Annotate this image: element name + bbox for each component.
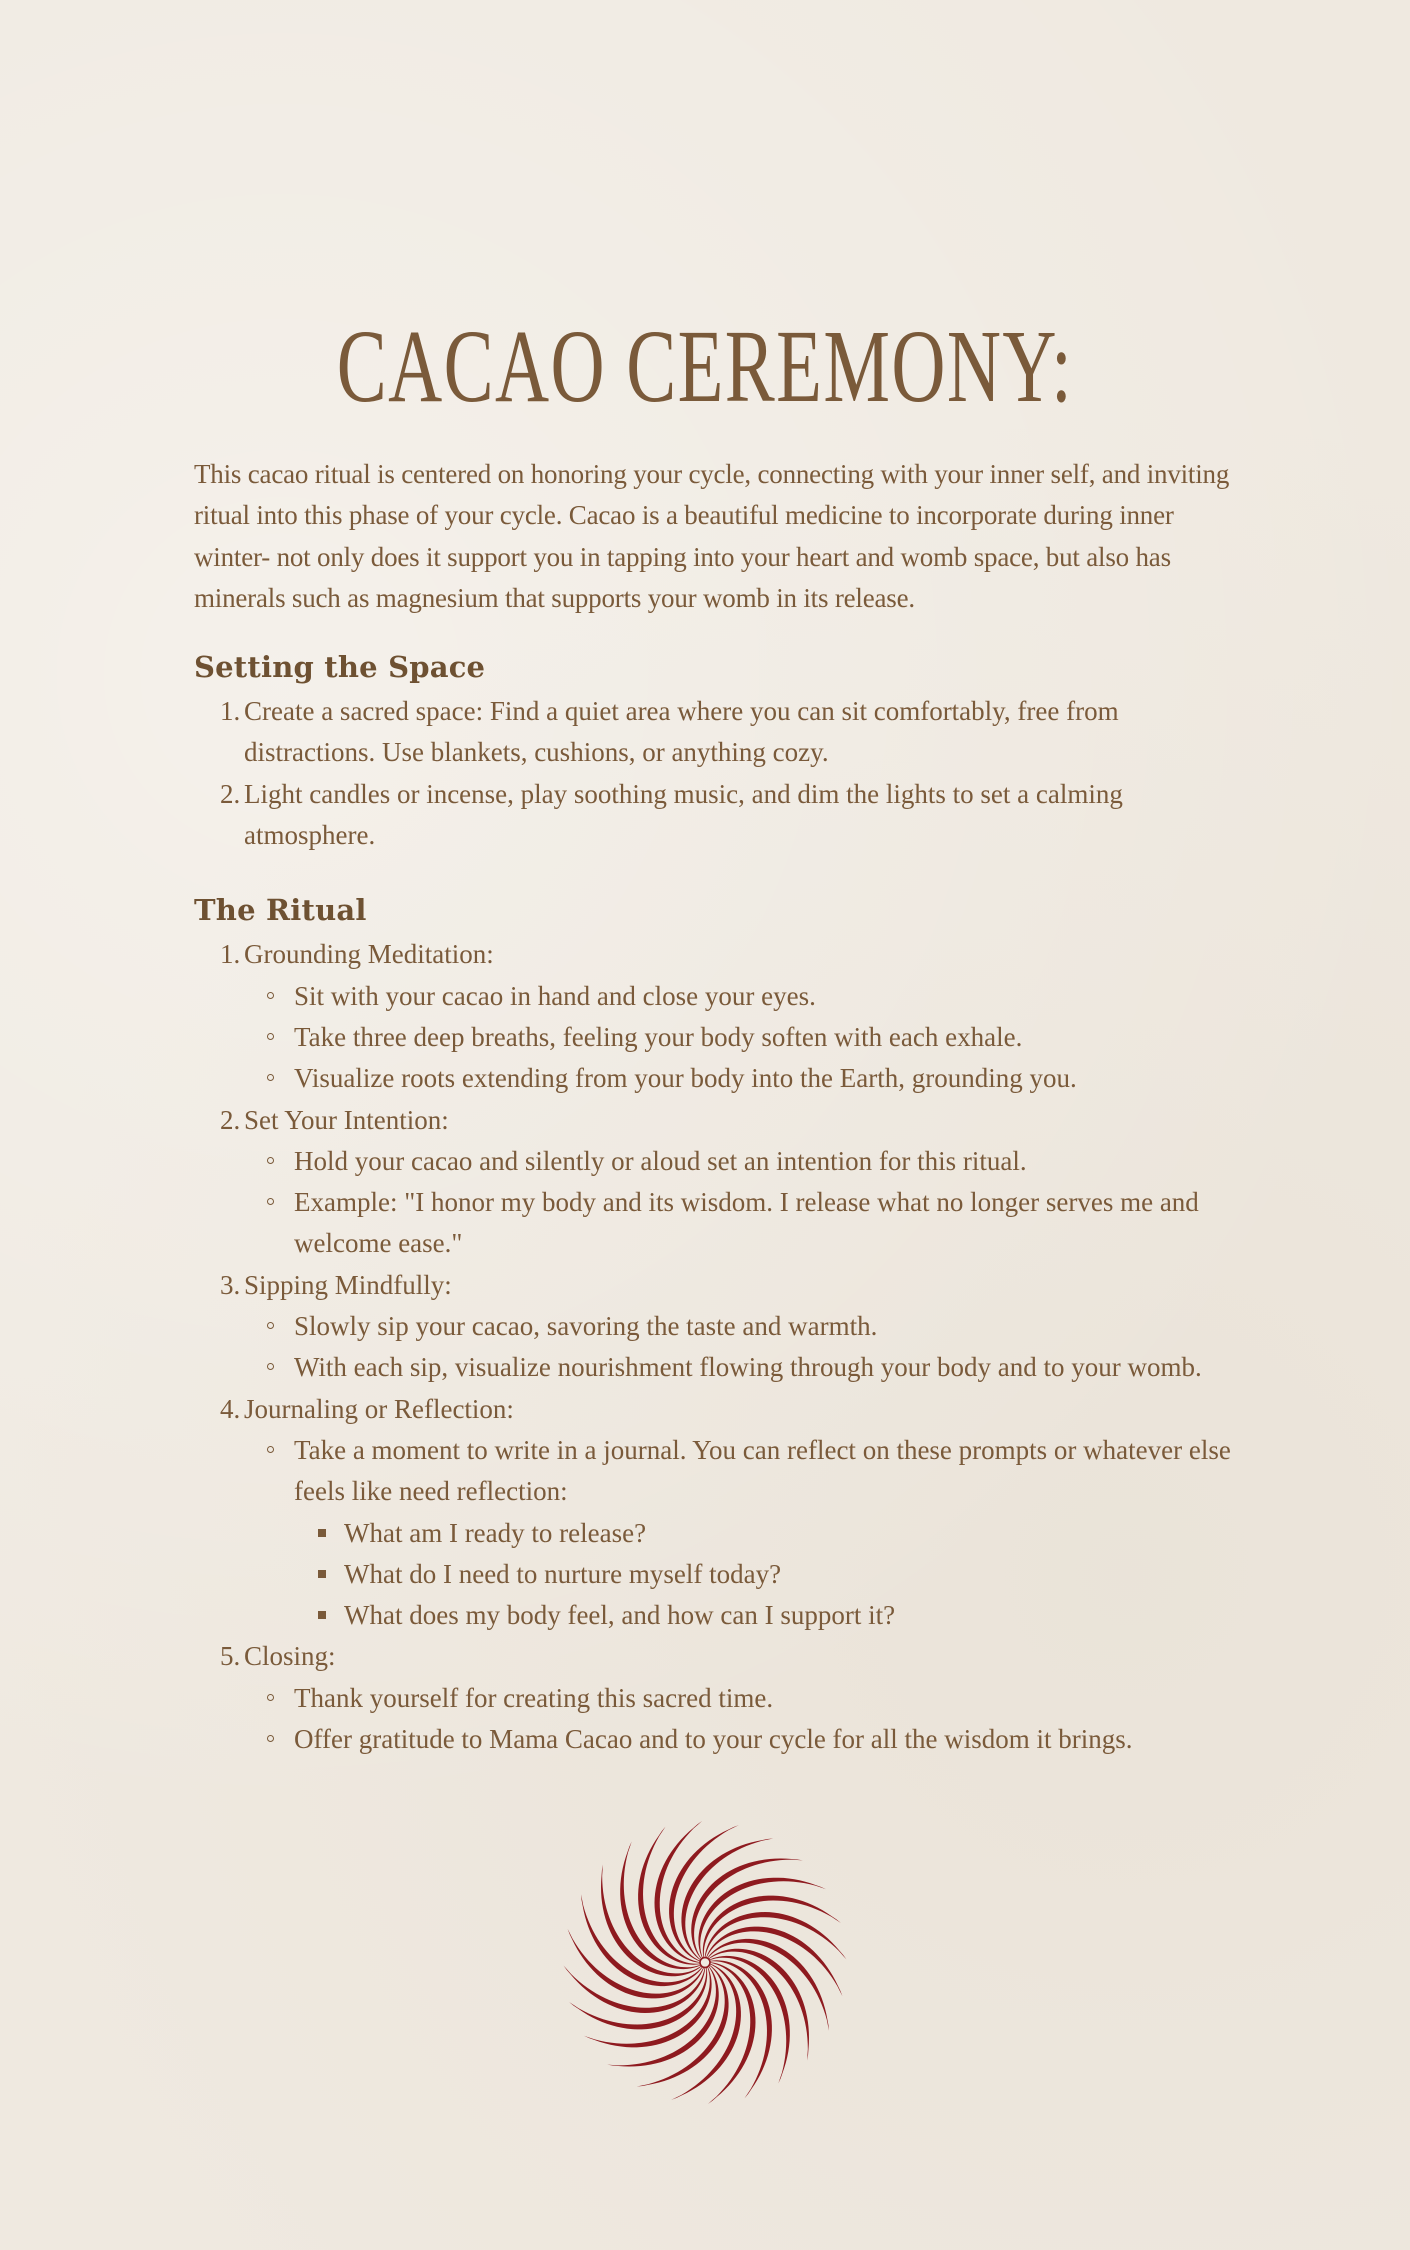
prompt-text: What am I ready to release? (344, 1517, 647, 1548)
intro-paragraph: This cacao ritual is centered on honoring your cycle, connecting with your inner self, and inviting ritual into this phase of your cycle. Cacao is a beautiful medicine to incorporate during inner winter- not only does it support you in tapping into your heart and womb space, but also has minerals such as magnesium that supports your womb in its release. (194, 459, 1230, 613)
list-item (244, 1058, 1244, 1099)
list-item (244, 1347, 1244, 1388)
step-title: Grounding Meditation: (244, 939, 494, 970)
spiral-arm (607, 1966, 719, 2067)
ritual-steps-list (194, 934, 1244, 1760)
list-number: 5. (220, 1641, 241, 1672)
list-number: 2. (220, 1104, 241, 1135)
spiral-arm (691, 1859, 803, 1960)
list-item (194, 691, 1244, 774)
list-item (244, 1306, 1244, 1347)
step-title: Closing: (244, 1641, 336, 1672)
bullet-text: Thank yourself for creating this sacred time. (294, 1682, 774, 1713)
prompt-text: What does my body feel, and how can I support it? (344, 1600, 896, 1631)
list-item (244, 1719, 1244, 1760)
hollow-circle-bullet-icon (267, 1198, 274, 1205)
spiral-arm (708, 1949, 809, 2061)
document-body (194, 454, 1244, 1760)
bullet-text: Visualize roots extending from your body into the Earth, grounding you. (294, 1063, 1077, 1094)
hollow-circle-bullet-icon (267, 1735, 274, 1742)
step-bullets (244, 1141, 1244, 1265)
step-bullets (244, 1306, 1244, 1389)
list-number: 4. (220, 1393, 241, 1424)
ritual-step-journaling-or-reflection (194, 1389, 1244, 1637)
spiral-graphic (555, 1815, 855, 2110)
bullet-text: With each sip, visualize nourishment flowing through your body and to your womb. (294, 1352, 1202, 1383)
spiral-arm (601, 1865, 702, 1977)
list-item (244, 1141, 1244, 1182)
list-item (244, 1182, 1244, 1265)
ritual-step-closing (194, 1636, 1244, 1760)
hollow-circle-bullet-icon (267, 1074, 274, 1081)
journal-prompt (294, 1595, 1244, 1636)
list-item (244, 1017, 1244, 1058)
bullet-text: Hold your cacao and silently or aloud set an intention for this ritual. (294, 1145, 1027, 1176)
list-item-text: Create a sacred space: Find a quiet area where you can sit comfortably, free from distractions. Use blankets, cushions, or anything cozy. (244, 696, 1119, 768)
list-item (244, 1430, 1244, 1636)
section-heading-setting-the-space: Setting the Space (194, 650, 486, 685)
hollow-circle-bullet-icon (267, 1363, 274, 1370)
hollow-circle-bullet-icon (267, 1694, 274, 1701)
hollow-circle-bullet-icon (267, 992, 274, 999)
spiral-icon (555, 1815, 855, 2110)
prompt-text: What do I need to nurture myself today? (344, 1558, 782, 1589)
list-number: 3. (220, 1269, 241, 1300)
square-bullet-icon (318, 1570, 326, 1578)
setting-the-space-list (194, 691, 1244, 856)
bullet-text: Slowly sip your cacao, savoring the taste and warmth. (294, 1311, 878, 1342)
spiral-center-ring (700, 1958, 710, 1968)
bullet-text: Sit with your cacao in hand and close your eyes. (294, 980, 816, 1011)
square-bullet-icon (318, 1529, 326, 1537)
page-title: CACAO CEREMONY: (336, 309, 1074, 424)
hollow-circle-bullet-icon (267, 1322, 274, 1329)
list-item (244, 1678, 1244, 1719)
list-item (244, 976, 1244, 1017)
journal-prompt (294, 1554, 1244, 1595)
step-bullets (244, 976, 1244, 1100)
ritual-step-sipping-mindfully (194, 1265, 1244, 1389)
list-item (194, 774, 1244, 857)
journal-prompts-list (294, 1513, 1244, 1637)
list-number: 2. (220, 778, 241, 809)
hollow-circle-bullet-icon (267, 1446, 274, 1453)
list-number: 1. (220, 696, 241, 727)
step-title: Sipping Mindfully: (244, 1269, 452, 1300)
bullet-text: Offer gratitude to Mama Cacao and to your cycle for all the wisdom it brings. (294, 1724, 1133, 1755)
square-bullet-icon (318, 1611, 326, 1619)
step-bullets (244, 1430, 1244, 1636)
ritual-step-set-your-intention (194, 1100, 1244, 1265)
step-title: Set Your Intention: (244, 1104, 449, 1135)
step-bullets (244, 1678, 1244, 1761)
step-title: Journaling or Reflection: (244, 1393, 514, 1424)
bullet-text: Example: "I honor my body and its wisdom. I release what no longer serves me and welcome ease." (294, 1187, 1199, 1259)
bullet-text: Take three deep breaths, feeling your body soften with each exhale. (294, 1021, 1023, 1052)
hollow-circle-bullet-icon (267, 1033, 274, 1040)
hollow-circle-bullet-icon (267, 1157, 274, 1164)
list-number: 1. (220, 939, 241, 970)
ritual-step-grounding-meditation (194, 934, 1244, 1099)
section-heading-the-ritual: The Ritual (194, 893, 367, 928)
list-item-text: Light candles or incense, play soothing music, and dim the lights to set a calming atmosphere. (244, 778, 1123, 851)
bullet-text: Take a moment to write in a journal. You can reflect on these prompts or whatever else feels like need reflection: (294, 1434, 1231, 1507)
journal-prompt (294, 1513, 1244, 1554)
